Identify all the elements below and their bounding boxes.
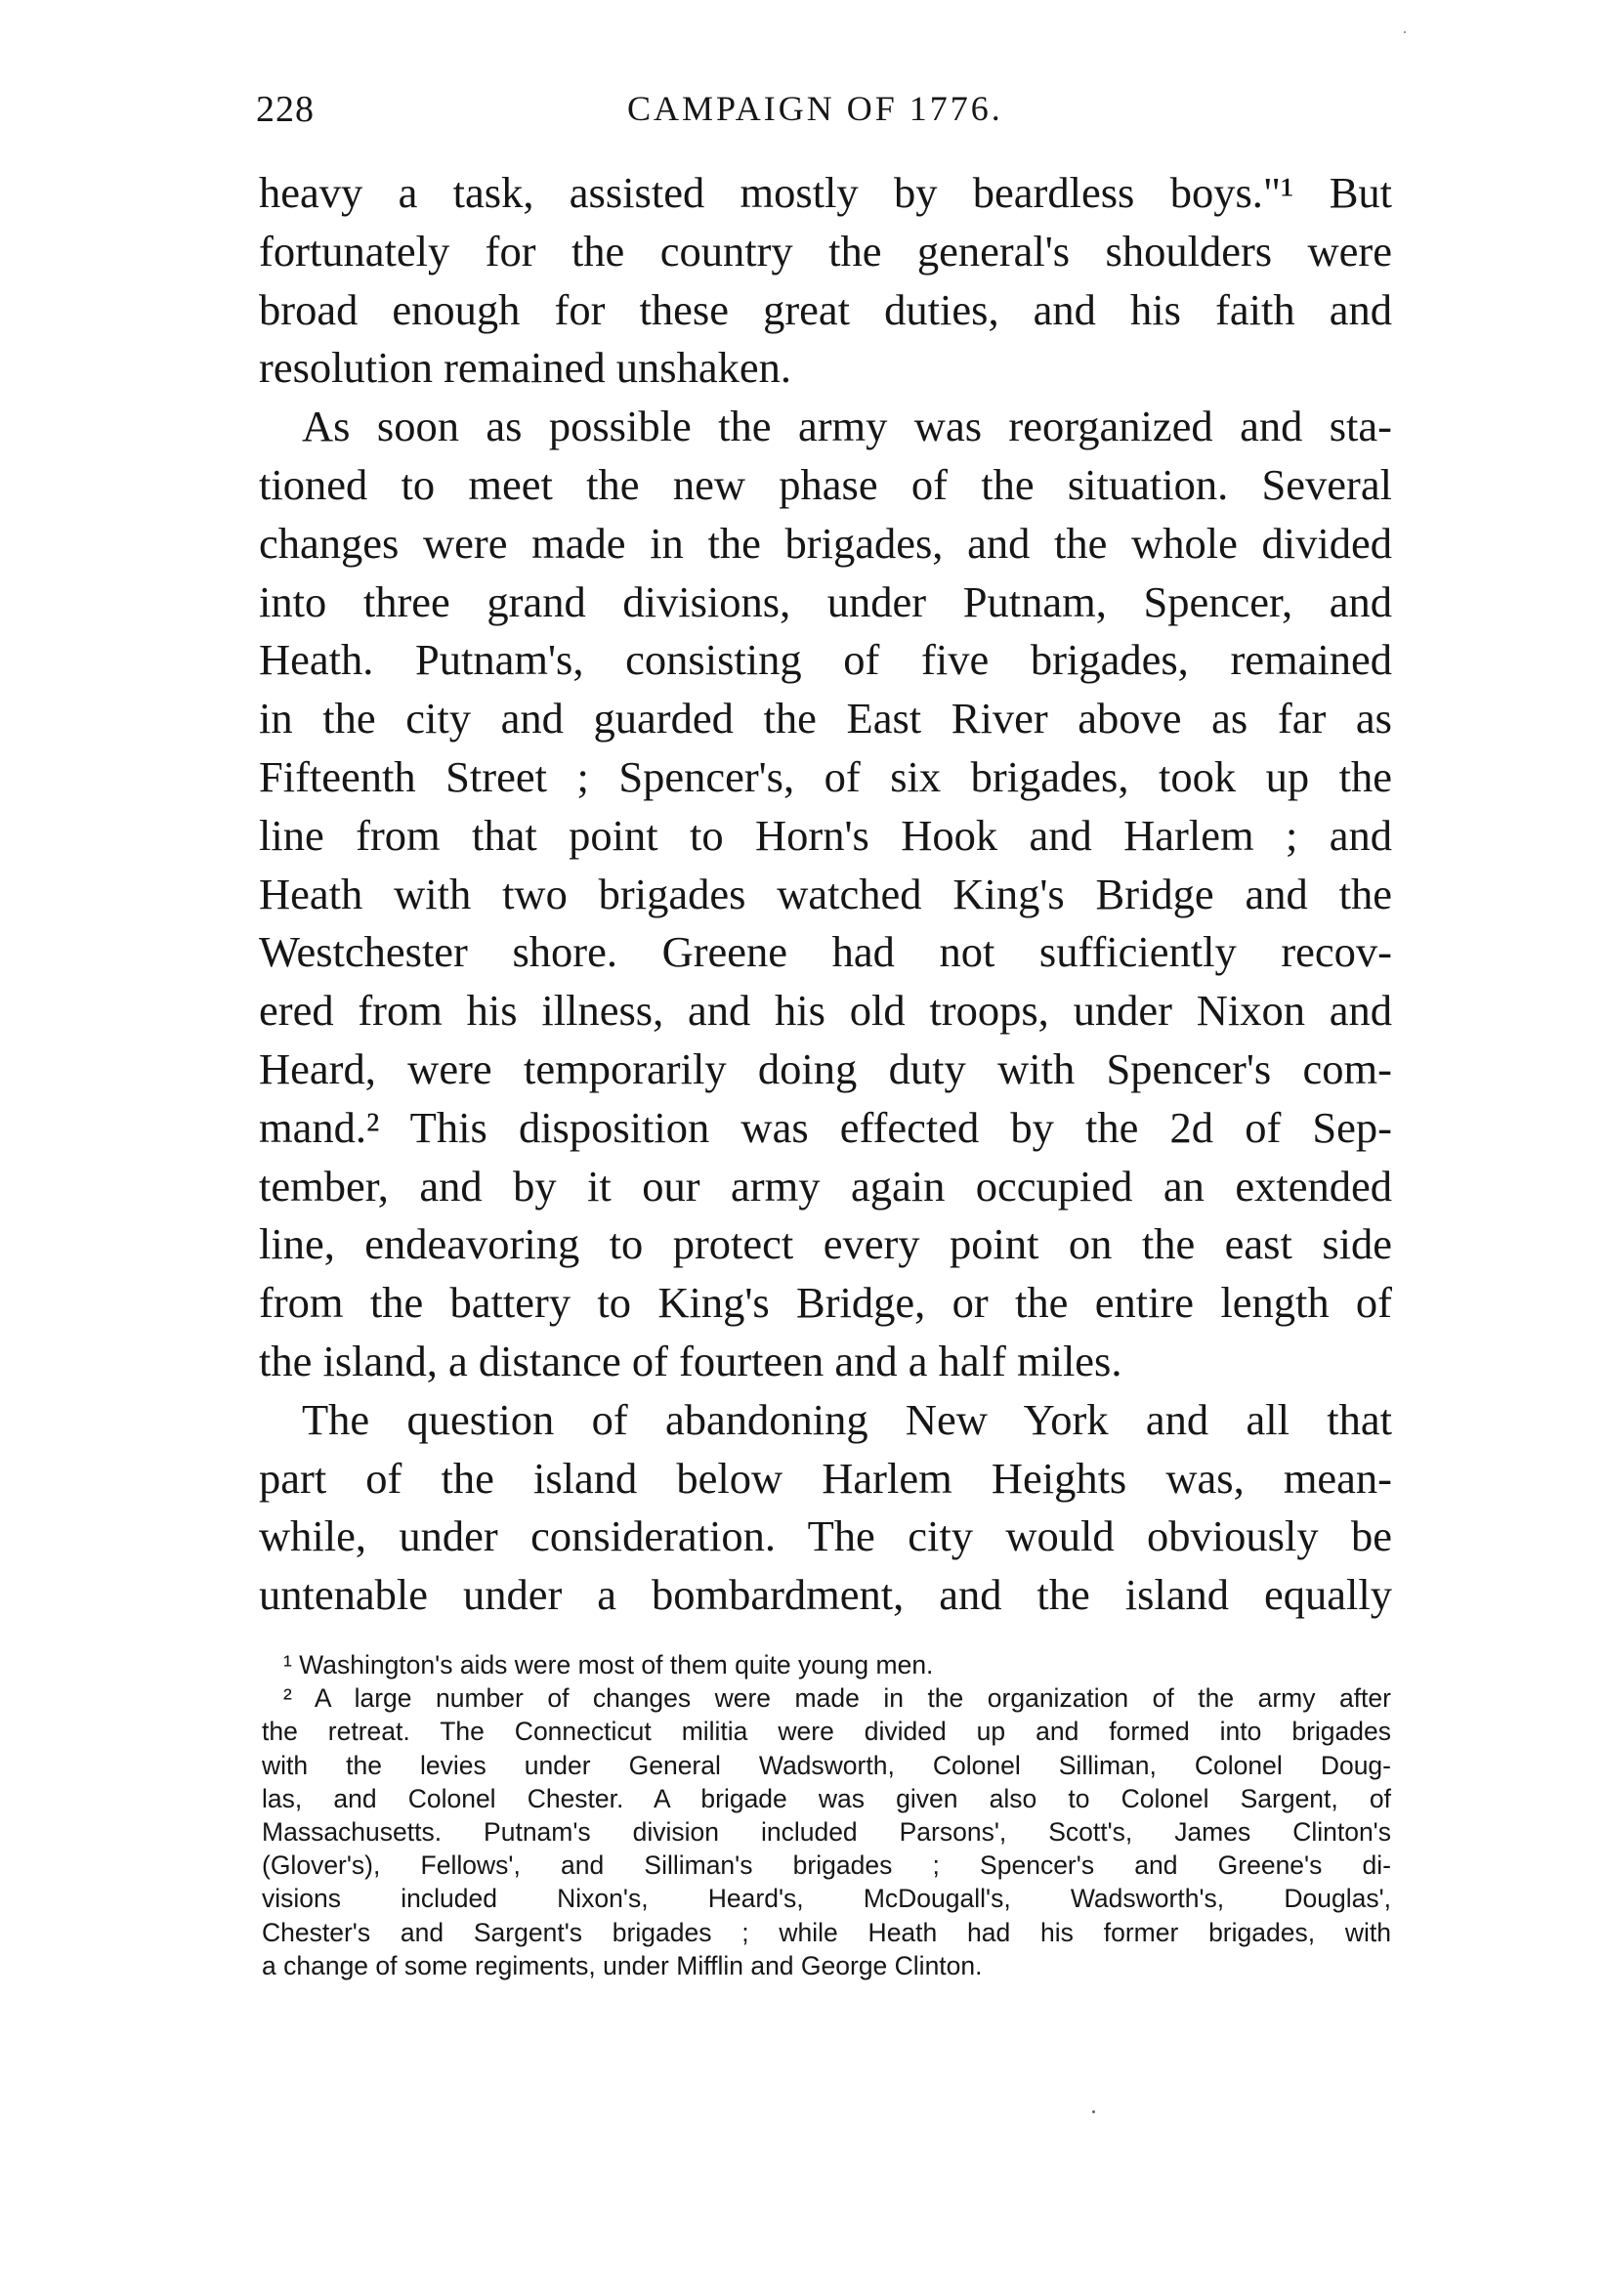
paragraph-3 <box>259 1391 1392 1625</box>
text-line: mand.² This disposition was effected by the 2d of Sep- <box>259 1102 1392 1152</box>
text-line: untenable under a bombardment, and the island equally <box>259 1570 1392 1620</box>
text-line: part of the island below Harlem Heights was, mean- <box>259 1453 1392 1503</box>
footnote-line: (Glover's), Fellows', and Silliman's brigades ; Spencer's and Greene's di- <box>262 1850 1391 1881</box>
footnote-line: las, and Colonel Chester. A brigade was given also to Colonel Sargent, of <box>262 1783 1391 1813</box>
footnote-line: Massachusetts. Putnam's division included Parsons', Scott's, James Clinton's <box>262 1816 1391 1847</box>
text-line: Fifteenth Street ; Spencer's, of six brigades, took up the <box>259 751 1392 801</box>
text-line: changes were made in the brigades, and the whole divided <box>259 518 1392 568</box>
page-header <box>256 88 1391 137</box>
footnote-2 <box>262 1681 1391 1982</box>
footnote-line: Chester's and Sargent's brigades ; while Heath had his former brigades, with <box>262 1917 1391 1947</box>
footnote-line: a change of some regiments, under Mifflin and George Clinton. <box>262 1950 983 1980</box>
text-line: heavy a task, assisted mostly by beardless boys."¹ But <box>259 168 1392 217</box>
text-line: from the battery to King's Bridge, or the entire length of <box>259 1278 1392 1328</box>
text-line: Heard, were temporarily doing duty with Spencer's com- <box>259 1043 1392 1093</box>
text-line: the island, a distance of fourteen and a half miles. <box>259 1336 1122 1385</box>
footnote-line: with the levies under General Wadsworth, Colonel Silliman, Colonel Doug- <box>262 1750 1391 1780</box>
text-line: Heath. Putnam's, consisting of five brigades, remained <box>259 635 1392 685</box>
text-line: Westchester shore. Greene had not sufficiently recov- <box>259 927 1392 977</box>
running-title: CAMPAIGN OF 1776. <box>627 89 1003 128</box>
text-line: resolution remained unshaken. <box>259 343 791 393</box>
text-line: tioned to meet the new phase of the situation. Several <box>259 459 1392 509</box>
footnote-line: visions included Nixon's, Heard's, McDougall's, Wadsworth's, Douglas', <box>262 1884 1391 1914</box>
paper-speck <box>1092 2110 1095 2113</box>
footnote-1 <box>262 1648 1391 1681</box>
footnotes <box>262 1648 1391 1982</box>
text-line: The question of abandoning New York and all that <box>302 1394 1392 1444</box>
text-line: broad enough for these great duties, and his faith and <box>259 284 1392 334</box>
text-line: line, endeavoring to protect every point on the east side <box>259 1219 1392 1269</box>
text-line: line from that point to Horn's Hook and Harlem ; and <box>259 810 1392 860</box>
text-line: into three grand divisions, under Putnam, Spencer, and <box>259 576 1392 626</box>
body-text <box>259 164 1392 1625</box>
text-line: Heath with two brigades watched King's Bridge and the <box>259 869 1392 918</box>
paragraph-1 <box>259 164 1392 398</box>
text-line: ered from his illness, and his old troops, under Nixon and <box>259 986 1392 1036</box>
text-line: while, under consideration. The city would obviously be <box>259 1511 1392 1561</box>
footnote-line: ² A large number of changes were made in the organization of the army after <box>283 1683 1391 1714</box>
footnote-line: ¹ Washington's aids were most of them quite young men. <box>283 1650 934 1679</box>
paper-speck <box>1404 31 1406 33</box>
paragraph-2 <box>259 398 1392 1391</box>
text-line: As soon as possible the army was reorganized and sta- <box>302 402 1392 451</box>
footnote-line: the retreat. The Connecticut militia were divided up and formed into brigades <box>262 1717 1391 1747</box>
page-number: 228 <box>256 89 315 130</box>
text-line: fortunately for the country the general's shoulders were <box>259 226 1392 276</box>
text-line: tember, and by it our army again occupied an extended <box>259 1161 1392 1211</box>
text-line: in the city and guarded the East River above as far as <box>259 694 1392 744</box>
